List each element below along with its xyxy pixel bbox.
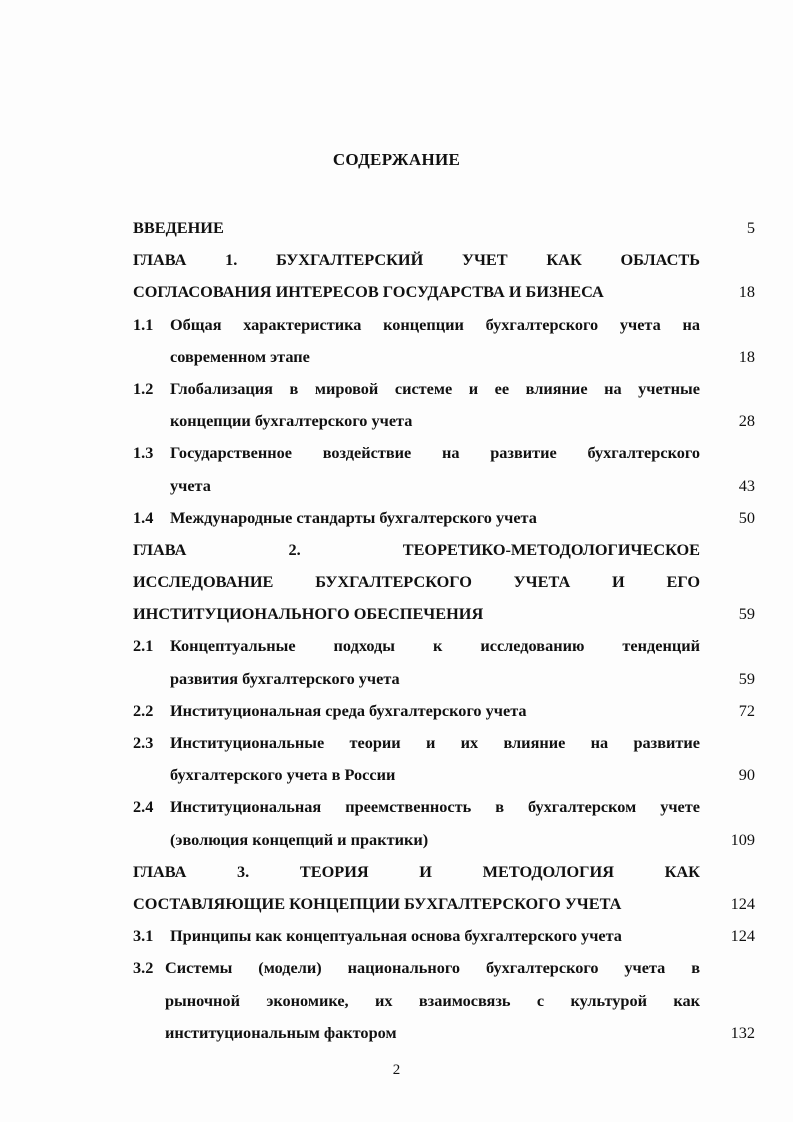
section-number: 3.1 bbox=[133, 926, 154, 946]
toc-entry-text: ГЛАВА 1. БУХГАЛТЕРСКИЙ УЧЕТ КАК ОБЛАСТЬ bbox=[133, 250, 700, 270]
toc-entry-2-4[interactable] bbox=[133, 791, 755, 855]
table-of-contents bbox=[133, 212, 755, 1049]
page-number: 2 bbox=[392, 1062, 401, 1078]
toc-entry-text: развития бухгалтерского учета bbox=[170, 668, 400, 688]
toc-entry-text: Государственное воздействие на развитие бухгалтерского bbox=[170, 443, 700, 463]
toc-entry-text: учета bbox=[170, 475, 211, 495]
toc-entry-text: Глобализация в мировой системе и ее влияние на учетные bbox=[170, 378, 700, 398]
toc-entry-1-2[interactable] bbox=[133, 373, 755, 437]
toc-entry-text: ГЛАВА 3. ТЕОРИЯ И МЕТОДОЛОГИЯ КАК bbox=[133, 861, 700, 881]
toc-entry-intro[interactable] bbox=[133, 212, 755, 244]
toc-entry-text: Институциональные теории и их влияние на развитие bbox=[170, 733, 700, 752]
toc-entry-2-1[interactable] bbox=[133, 630, 755, 694]
toc-entry-text: ИНСТИТУЦИОНАЛЬНОГО ОБЕСПЕЧЕНИЯ bbox=[133, 604, 484, 624]
toc-entry-1-3[interactable] bbox=[133, 437, 755, 501]
toc-page-number: 124 bbox=[730, 926, 755, 946]
toc-page-number: 90 bbox=[738, 765, 755, 785]
section-number: 2.2 bbox=[133, 700, 154, 720]
toc-page-number: 18 bbox=[738, 346, 755, 366]
toc-entry-text: концепции бухгалтерского учета bbox=[170, 411, 413, 431]
toc-entry-chapter-1[interactable] bbox=[133, 244, 755, 308]
page-title: СОДЕРЖАНИЕ bbox=[332, 150, 461, 169]
toc-entry-2-2[interactable] bbox=[133, 695, 755, 727]
toc-page-number: 43 bbox=[738, 475, 755, 495]
toc-entry-text: Международные стандарты бухгалтерского учета bbox=[170, 507, 537, 527]
section-number: 1.1 bbox=[133, 314, 154, 334]
toc-entry-text: СОГЛАСОВАНИЯ ИНТЕРЕСОВ ГОСУДАРСТВА И БИЗНЕСА bbox=[133, 282, 604, 302]
toc-entry-chapter-2[interactable] bbox=[133, 534, 755, 631]
section-number: 2.4 bbox=[133, 797, 154, 817]
toc-entry-text: Концептуальные подходы к исследованию тенденций bbox=[170, 636, 700, 656]
section-number: 2.1 bbox=[133, 636, 154, 656]
toc-entry-text: Системы (модели) национального бухгалтерского учета в bbox=[165, 958, 700, 978]
toc-page-number: 109 bbox=[730, 829, 755, 849]
toc-page-number: 132 bbox=[730, 1022, 755, 1042]
toc-page-number: 59 bbox=[738, 604, 755, 624]
toc-entry-2-3[interactable] bbox=[133, 727, 755, 791]
section-number: 1.3 bbox=[133, 443, 154, 463]
toc-entry-3-2[interactable] bbox=[133, 952, 755, 1049]
toc-entry-text: СОСТАВЛЯЮЩИЕ КОНЦЕПЦИИ БУХГАЛТЕРСКОГО УЧЕТА bbox=[133, 893, 622, 913]
toc-page-number: 124 bbox=[730, 893, 755, 913]
toc-entry-text: ИССЛЕДОВАНИЕ БУХГАЛТЕРСКОГО УЧЕТА И ЕГО bbox=[133, 572, 700, 592]
toc-entry-chapter-3[interactable] bbox=[133, 856, 755, 920]
toc-entry-text: ГЛАВА 2. ТЕОРЕТИКО-МЕТОДОЛОГИЧЕСКОЕ bbox=[133, 539, 700, 559]
toc-page-number: 28 bbox=[738, 411, 755, 431]
toc-entry-text: Институциональная преемственность в бухгалтерском учете bbox=[170, 797, 700, 817]
toc-entry-text: институциональным фактором bbox=[165, 1022, 397, 1042]
toc-entry-text: (эволюция концепций и практики) bbox=[170, 829, 429, 849]
section-number: 1.4 bbox=[133, 507, 154, 527]
toc-entry-text: бухгалтерского учета в России bbox=[170, 765, 396, 785]
toc-entry-text: современном этапе bbox=[170, 346, 310, 366]
toc-entry-text: ВВЕДЕНИЕ bbox=[133, 218, 224, 237]
toc-page-number: 50 bbox=[738, 507, 755, 527]
section-number: 1.2 bbox=[133, 378, 154, 398]
toc-entry-text: рыночной экономике, их взаимосвязь с культурой как bbox=[165, 990, 700, 1010]
toc-page-number: 59 bbox=[738, 668, 755, 688]
section-number: 2.3 bbox=[133, 733, 154, 752]
toc-entry-text: Институциональная среда бухгалтерского учета bbox=[170, 700, 527, 720]
toc-entry-text: Принципы как концептуальная основа бухгалтерского учета bbox=[170, 926, 622, 946]
toc-page-number: 5 bbox=[746, 218, 755, 237]
toc-entry-3-1[interactable] bbox=[133, 920, 755, 952]
toc-entry-text: Общая характеристика концепции бухгалтерского учета на bbox=[170, 314, 700, 334]
toc-page-number: 18 bbox=[738, 282, 755, 302]
toc-page-number: 72 bbox=[738, 700, 755, 720]
toc-entry-1-4[interactable] bbox=[133, 502, 755, 534]
toc-entry-1-1[interactable] bbox=[133, 309, 755, 373]
section-number: 3.2 bbox=[133, 958, 154, 978]
